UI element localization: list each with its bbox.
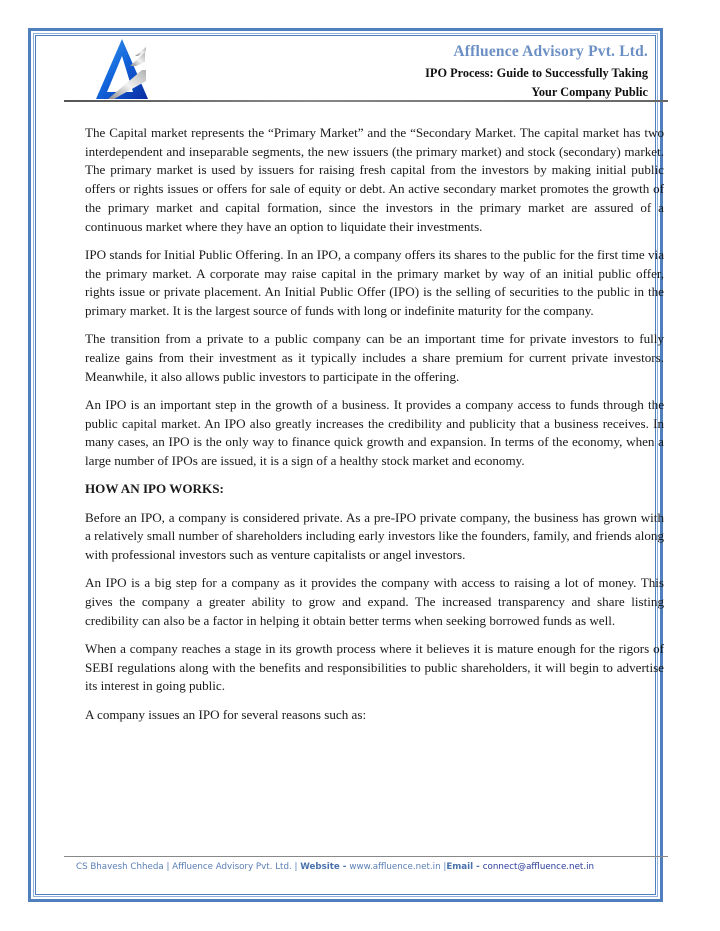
- document-title: [425, 64, 648, 102]
- footer-website-dash: -: [339, 862, 350, 872]
- paragraph-ipo-definition: IPO stands for Initial Public Offering. In an IPO, a company offers its shares to the public for the first time via the primary market. A corporate may raise capital in the primary market by way of an initial public offer, rights issue or private placement. An Initial Public Offer (IPO) is the selling of securities to the public in the primary market. It is the largest source of funds with long or indefinite maturity for the company.: [85, 246, 664, 318]
- footer-email-label: Email: [446, 862, 474, 872]
- paragraph-transition: The transition from a private to a public company can be an important time for private investors to fully realize gains from their investment as it typically includes a share premium for current private investors. Meanwhile, it also allows public investors to participate in the offering.: [85, 331, 664, 384]
- paragraph-reasons-intro: A company issues an IPO for several reasons such as:: [85, 706, 367, 722]
- footer-company: Affluence Advisory Pvt. Ltd.: [172, 862, 292, 872]
- affluence-logo-icon: [88, 36, 156, 101]
- footer-email-link[interactable]: connect@affluence.net.in: [482, 862, 595, 872]
- paragraph-big-step: An IPO is a big step for a company as it provides the company with access to raising a lot of money. This gives the company a greater ability to grow and expand. The increased transparency and share listing credibility can also be a factor in helping it obtain better terms when seeking borrowed funds as well.: [85, 575, 664, 628]
- paragraph-maturity: When a company reaches a stage in its growth process where it believes it is mature enough for the rigors of SEBI regulations along with the benefits and responsibilities to public shareholders, it will begin to advertise its interest in going public.: [85, 641, 664, 694]
- header-divider: [64, 100, 668, 102]
- footer-author: CS Bhavesh Chheda: [76, 862, 164, 872]
- footer: [76, 862, 594, 872]
- paragraph-capital-market: The Capital market represents the “Primary Market” and the “Secondary Market. The capital market has two interdependent and inseparable segments, the new issuers (the primary market) and stock (secondary) market. The primary market is used by issuers for raising fresh capital from the investors by making initial public offers or rights issues or offers for sale of equity or debt. An active secondary market promotes the growth of the primary market and capital formation, since the investors in the primary market are assured of a continuous market where they have an option to liquidate their investments.: [85, 125, 664, 234]
- footer-website-link[interactable]: www.affluence.net.in: [349, 862, 441, 872]
- footer-separator: |: [163, 862, 173, 872]
- paragraph-ipo-importance: An IPO is an important step in the growth of a business. It provides a company access to funds through the public capital market. An IPO also greatly increases the credibility and publicity that a business receives. In many cases, an IPO is the only way to finance quick growth and expansion. In terms of the economy, when a large number of IPOs are issued, it is a sign of a healthy stock market and economy.: [85, 396, 664, 469]
- document-title-line-2: Your Company Public: [531, 85, 648, 99]
- footer-website-label: Website: [300, 862, 340, 872]
- company-name: Affluence Advisory Pvt. Ltd.: [453, 43, 648, 60]
- footer-divider: [64, 856, 668, 857]
- footer-email-dash: -: [473, 862, 483, 872]
- document-body: [85, 124, 664, 734]
- footer-separator: |: [440, 862, 447, 872]
- paragraph-before-ipo: Before an IPO, a company is considered private. As a pre-IPO private company, the business has grown with a relatively small number of shareholders including early investors like the founders, family, and friends along with professional investors such as venture capitalists or angel investors.: [85, 509, 664, 563]
- footer-separator: |: [291, 862, 301, 872]
- document-title-line-1: IPO Process: Guide to Successfully Taking: [425, 66, 648, 80]
- section-heading: HOW AN IPO WORKS:: [85, 481, 224, 497]
